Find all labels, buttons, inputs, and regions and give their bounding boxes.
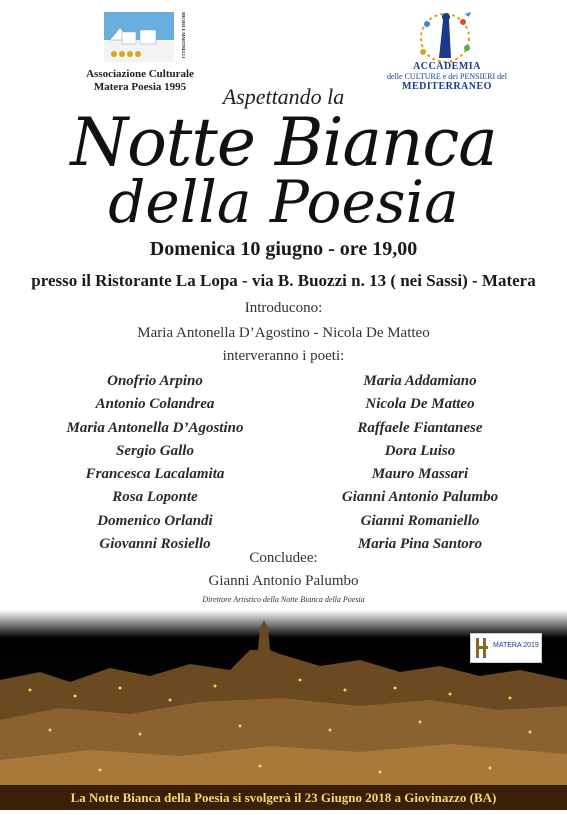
poet-name: Domenico Orlandi (97, 512, 213, 529)
conclude-name: Gianni Antonio Palumbo (208, 573, 359, 589)
poet-name: Maria Pina Santoro (357, 536, 483, 553)
poet-name: Dora Luiso (384, 442, 456, 459)
poets-label: interveranno i poeti: (222, 348, 345, 364)
matera-logo-text: MATERA 2019 (493, 642, 539, 649)
intro-label: Introducono: (244, 300, 323, 316)
right-org-line3: MEDITERRANEO (402, 81, 492, 92)
poet-name: Sergio Gallo (116, 442, 194, 459)
poet-name: Maria Antonella D’Agostino (66, 419, 244, 436)
poet-name: Gianni Antonio Palumbo (341, 489, 499, 506)
left-org-line1: Associazione Culturale (86, 68, 194, 80)
poets-list-left (30, 370, 280, 556)
right-org-line1: ACCADEMIA (413, 61, 481, 72)
poet-name: Rosa Loponte (112, 489, 198, 506)
left-org-line2: Matera Poesia 1995 (93, 81, 187, 93)
director-note: Direttore Artistico della Notte Bianca della Poesia (202, 595, 365, 604)
poet-name: Giovanni Rosiello (99, 536, 211, 553)
poet-name: Antonio Colandrea (95, 396, 215, 413)
poet-name: Raffaele Fiantanese (357, 419, 483, 436)
matera-2019-logo (470, 633, 542, 663)
pre-title: Aspettando la (222, 84, 345, 109)
event-date: Domenica 10 giugno - ore 19,00 (149, 238, 418, 260)
poets-list-right (310, 370, 530, 556)
poet-name: Gianni Romaniello (360, 512, 480, 529)
poet-name: Francesca Lacalamita (85, 466, 225, 483)
poet-name: Onofrio Arpino (107, 373, 203, 389)
event-venue: presso il Ristorante La Lopa - via B. Buozzi n. 13 ( nei Sassi) - Matera (31, 271, 536, 290)
event-title-line2: della Poesia (108, 168, 459, 236)
poet-name: Nicola De Matteo (365, 396, 475, 413)
poet-name: Maria Addamiano (363, 373, 477, 389)
poet-name: Mauro Massari (371, 466, 469, 483)
conclude-label: Concludee: (249, 550, 318, 566)
right-org-line2: delle CULTURE e dei PENSIERI del (387, 72, 507, 81)
event-title-line1: Notte Bianca (70, 104, 497, 181)
logo-side-text: MICHELE MARTINELLI (181, 12, 186, 59)
footer-banner: La Notte Bianca della Poesia si svolgerà il 23 Giugno 2018 a Giovinazzo (BA) (0, 785, 567, 810)
intro-names: Maria Antonella D’Agostino - Nicola De Matteo (137, 325, 430, 341)
